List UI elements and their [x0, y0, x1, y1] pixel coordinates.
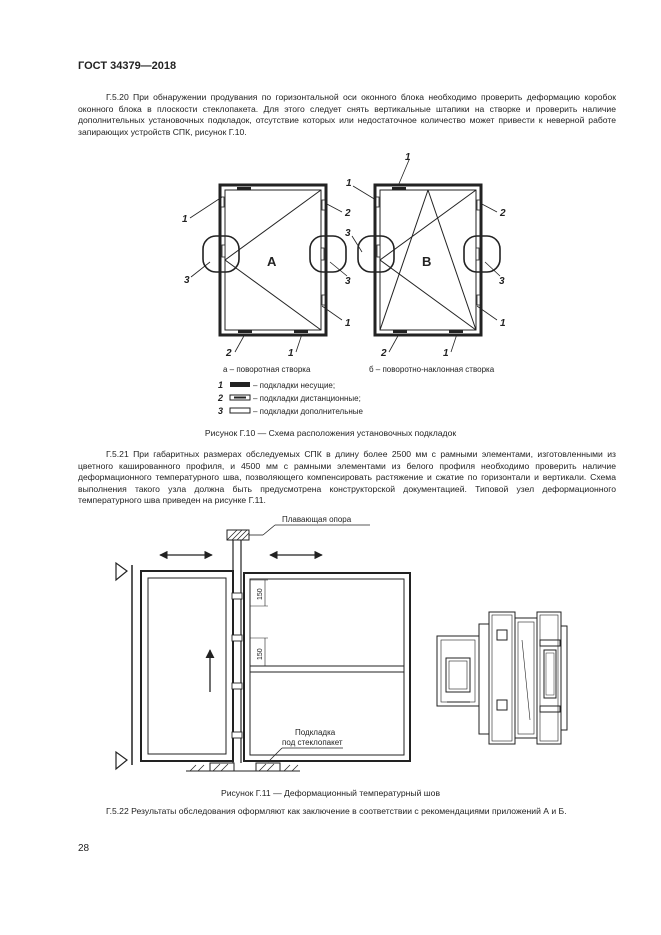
document-header: ГОСТ 34379—2018 — [78, 60, 177, 72]
callout-2-b-right: 2 — [500, 208, 506, 219]
callout-1-b-top: 1 — [405, 152, 411, 163]
svg-text:3: 3 — [218, 406, 224, 416]
paragraph-g5-20: Г.5.20 При обнаружении продувания по горизонтальной оси оконного блока необходимо проверить деформацию коробок оконного блока в плоскости стеклопакета. Для этого следует снять вертикальные штапики на створке и проверить наличие дополнительных установочных подкладок, отсутствие которых или недостаточное количество может привести к неверной работе запирающих устройств СПК, рисунок Г.10. — [78, 92, 616, 137]
sash-b-letter: В — [422, 254, 432, 269]
figure10-caption: Рисунок Г.10 — Схема расположения установочных подкладок — [204, 428, 457, 438]
callout-3-a-left: 3 — [184, 275, 190, 286]
callout-1-b-right: 1 — [500, 318, 506, 329]
svg-text:– подкладки дополнительные: – подкладки дополнительные — [253, 407, 363, 416]
callout-2-a-bottom: 2 — [226, 348, 232, 359]
callout-1-a-left: 1 — [182, 214, 188, 225]
callout-1-b-left: 1 — [346, 178, 352, 189]
paragraph-g5-22: Г.5.22 Результаты обследования оформляют как заключение в соответствии с рекомендациями приложений А и Б. — [106, 806, 567, 816]
callout-2-a-right: 2 — [345, 208, 351, 219]
figure10-sub-b: б – поворотно-наклонная створка — [369, 365, 495, 374]
dimension-150-top: 150 — [257, 588, 264, 600]
callout-1-b-bottom: 1 — [443, 348, 449, 359]
figure10-sub-a: а – поворотная створка — [223, 365, 311, 374]
label-glass-pad-line2: под стеклопакет — [282, 738, 343, 747]
page-number: 28 — [78, 843, 90, 854]
profile-section-detail — [437, 612, 567, 744]
svg-text:1: 1 — [218, 380, 224, 390]
label-glass-pad-line1: Подкладка — [295, 728, 336, 737]
dimension-150-middle: 150 — [257, 648, 264, 660]
callout-3-b-right: 3 — [499, 276, 505, 287]
figure11-caption: Рисунок Г.11 — Деформационный температурный шов — [220, 788, 441, 798]
paragraph-g5-21: Г.5.21 При габаритных размерах обследуемых СПК в длину более 2500 мм с рамными элементами, изготовленными из цветного кашированного профиля, и 4500 мм с рамными элементами из белого профиля необходимо проверить наличие деформационного температурного шва, позволяющего компенсировать растяжение и сжатие по горизонтали и вертикали. Схема выполнения такого узла должна быть предусмотрена конструкторской документацией. Типовой узел деформационного температурного шва приведен на рисунке Г.11. — [78, 449, 616, 506]
callout-1-a-right: 1 — [345, 318, 351, 329]
callout-3-a-right: 3 — [345, 276, 351, 287]
callout-1-a-bottom: 1 — [288, 348, 294, 359]
callout-2-b-bottom: 2 — [381, 348, 387, 359]
sash-a-letter: А — [267, 254, 277, 269]
callout-3-b-left: 3 — [345, 228, 351, 239]
label-floating-support: Плавающая опора — [282, 515, 352, 524]
svg-text:– подкладки несущие;: – подкладки несущие; — [253, 381, 336, 390]
svg-text:– подкладки дистанционные;: – подкладки дистанционные; — [253, 394, 361, 403]
svg-text:2: 2 — [218, 393, 224, 403]
